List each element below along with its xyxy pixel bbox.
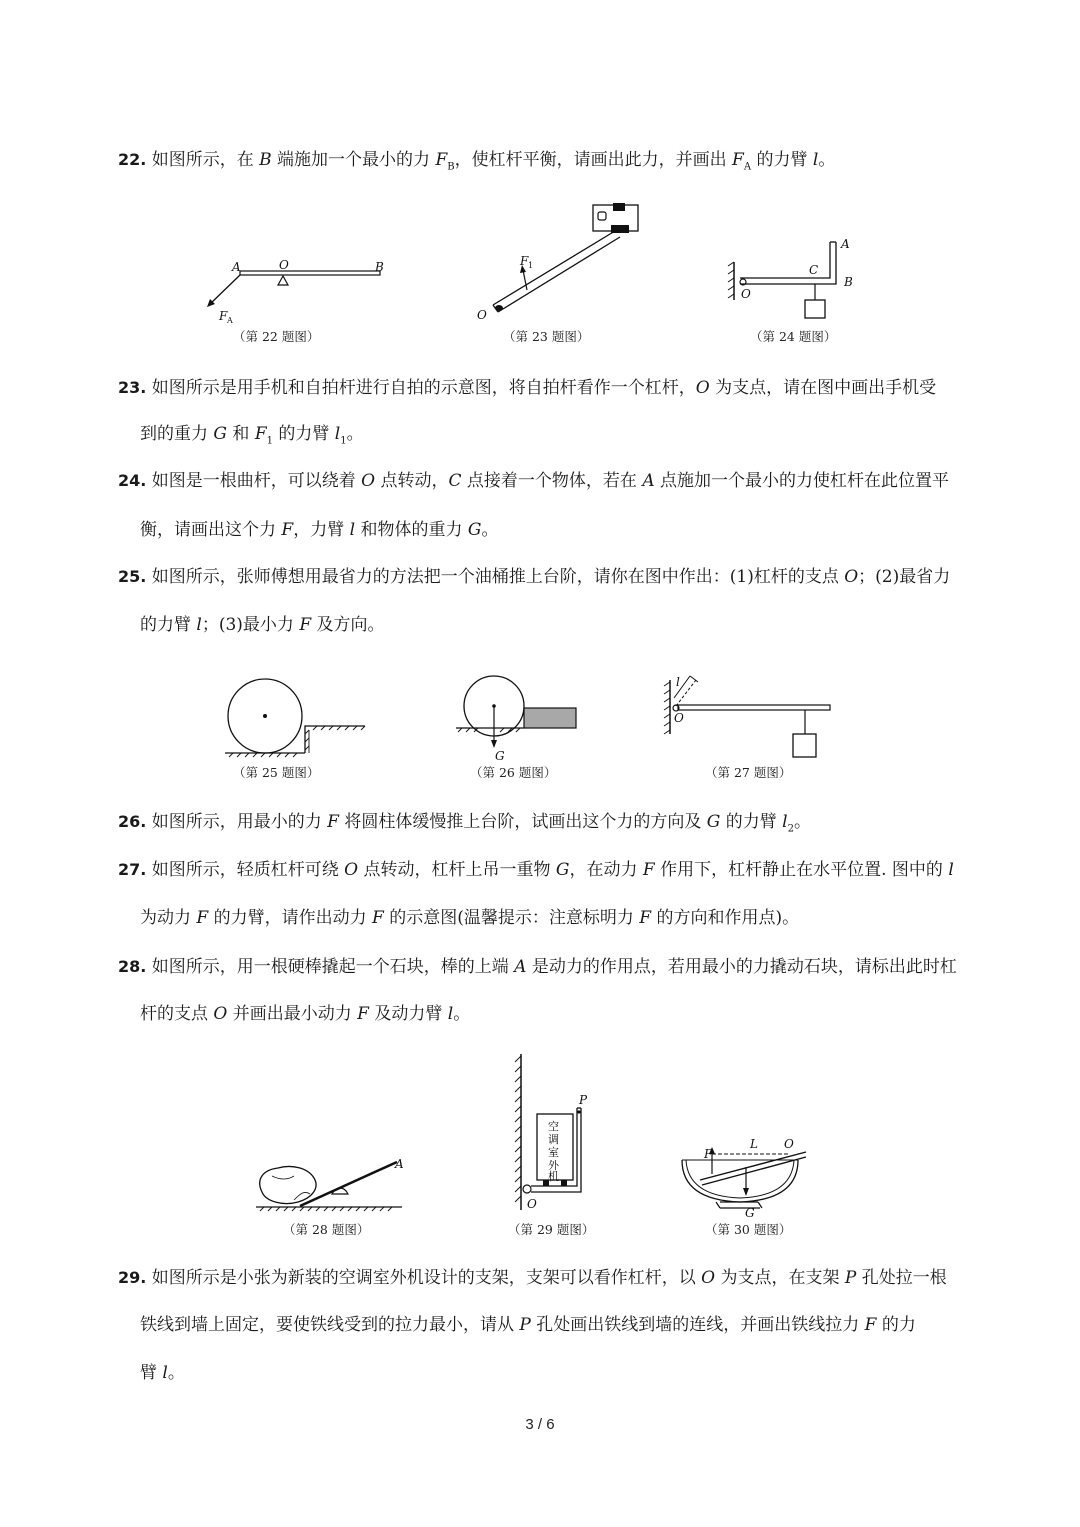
label-g: G <box>495 749 505 763</box>
question-25: 25. 如图所示，张师傅想用最省力的方法把一个油桶推上台阶，请你在图中作出：(1)杠杆的支点 O；(2)最省力 <box>118 567 951 587</box>
question-28: 28. 如图所示，用一根硬棒撬起一个石块，棒的上端 A 是动力的作用点，若用最小的力撬动石块，请标出此时杠 <box>118 957 957 977</box>
question-number: 23. <box>118 378 147 397</box>
label-a: A <box>232 260 241 274</box>
caption-fig23: （第 23 题图） <box>503 329 590 344</box>
ac-label-char: 空 <box>548 1120 559 1133</box>
question-23: 23. 如图所示是用手机和自拍杆进行自拍的示意图，将自拍杆看作一个杠杆，O 为支点，请在图中画出手机受 <box>118 378 937 398</box>
label-f1-sub: 1 <box>528 261 534 270</box>
step <box>305 726 365 753</box>
figure-27-horizontal-lever <box>660 672 840 764</box>
lever-bar <box>240 271 380 275</box>
wall-hatch <box>664 682 670 734</box>
hanging-object <box>805 300 825 318</box>
weight-g <box>793 734 816 757</box>
question-number: 26. <box>118 812 147 831</box>
figure-28-rock-lever <box>252 1150 412 1220</box>
barrel-center <box>263 714 267 718</box>
phone-clamp-top <box>613 203 625 211</box>
label-b: B <box>375 260 384 274</box>
question-26: 26. 如图所示，用最小的力 F 将圆柱体缓慢推上台阶，试画出这个力的方向及 G 的力臂 $l_2$。 <box>118 812 811 835</box>
figure-22-lever <box>195 245 395 330</box>
question-number: 28. <box>118 957 147 976</box>
question-number: 27. <box>118 860 147 879</box>
label-a: A <box>841 237 850 251</box>
question-29-line3: 臂 l。 <box>140 1363 185 1383</box>
label-o: O <box>741 287 751 301</box>
question-number: 22. <box>118 150 147 169</box>
stick-edge <box>498 237 620 312</box>
label-f1: F <box>520 254 529 268</box>
label-o: O <box>527 1197 537 1211</box>
label-p: P <box>579 1093 588 1107</box>
step-block <box>524 708 576 728</box>
hole-p <box>577 1110 580 1113</box>
stick-edge <box>493 231 615 305</box>
arrow-head <box>491 740 497 748</box>
figure-29-ac-bracket <box>505 1050 605 1215</box>
label-c: C <box>809 263 819 277</box>
ground-hatch <box>229 726 365 757</box>
question-28-line2: 杆的支点 O 并画出最小动力 F 及动力臂 l。 <box>140 1004 471 1024</box>
figure-25-barrel-step <box>225 676 370 758</box>
ac-label-char: 室 <box>548 1146 559 1159</box>
wall-hatch <box>515 1056 521 1202</box>
caption-fig28: （第 28 题图） <box>283 1222 370 1237</box>
arrow-head <box>743 1188 749 1196</box>
ac-label-char: 调 <box>548 1133 559 1146</box>
label-g: G <box>745 1206 755 1220</box>
stick <box>702 1157 806 1185</box>
rod <box>300 1162 397 1206</box>
label-o: O <box>279 258 289 272</box>
question-27-line2: 为动力 F 的力臂，请作出动力 F 的示意图(温馨提示：注意标明力 F 的方向和作用点)。 <box>140 908 800 928</box>
caption-fig24: （第 24 题图） <box>750 329 837 344</box>
page-number: 3 / 6 <box>525 1416 555 1433</box>
question-29: 29. 如图所示是小张为新装的空调室外机设计的支架，支架可以看作杠杆，以 O 为支点，在支架 P 孔处拉一根 <box>118 1268 947 1288</box>
caption-fig25: （第 25 题图） <box>233 765 320 780</box>
label-fa-sub: A <box>227 316 233 325</box>
stick-handle-end <box>495 305 503 311</box>
pivot-o <box>523 1185 531 1193</box>
figure-24-bent-lever <box>720 232 870 327</box>
label-b: B <box>844 275 853 289</box>
ac-label-char: 外 <box>548 1159 559 1172</box>
question-24-line2: 衡，请画出这个力 F，力臂 l 和物体的重力 G。 <box>140 520 499 540</box>
caption-fig27: （第 27 题图） <box>705 765 792 780</box>
caption-fig22: （第 22 题图） <box>233 329 320 344</box>
question-29-line2: 铁线到墙上固定，要使铁线受到的拉力最小，请从 P 孔处画出铁线到墙的连线，并画出铁线拉力 F 的力 <box>140 1315 916 1335</box>
label-l: L <box>750 1137 758 1151</box>
ac-label-char: 机 <box>548 1170 559 1183</box>
caption-fig29: （第 29 题图） <box>508 1222 595 1237</box>
figure-26-cylinder-step <box>452 672 582 762</box>
label-o: O <box>784 1137 794 1151</box>
question-number: 29. <box>118 1268 147 1287</box>
label-a: A <box>395 1157 404 1171</box>
label-o: O <box>477 308 487 322</box>
force-fa-arrow <box>209 275 240 305</box>
ac-foot <box>561 1180 567 1186</box>
bowl-outer <box>682 1160 798 1202</box>
figure-30-bowl-stick <box>672 1130 812 1218</box>
question-number: 24. <box>118 471 147 490</box>
caption-fig26: （第 26 题图） <box>470 765 557 780</box>
lever-bar <box>678 705 830 710</box>
rock <box>260 1166 316 1203</box>
fulcrum-triangle <box>278 276 288 285</box>
caption-fig30: （第 30 题图） <box>705 1222 792 1237</box>
question-24: 24. 如图是一根曲杆，可以绕着 O 点转动，C 点接着一个物体，若在 A 点施加一个最小的力使杠杆在此位置平 <box>118 471 950 491</box>
figure-23-selfie-stick <box>465 195 655 330</box>
question-25-line2: 的力臂 l；(3)最小力 F 及方向。 <box>140 615 385 635</box>
camera-lens <box>598 212 606 220</box>
label-fa: F <box>219 309 228 323</box>
label-o: O <box>674 711 684 725</box>
label-f: F <box>704 1147 713 1161</box>
question-number: 25. <box>118 567 147 586</box>
question-23-line2: 到的重力 G 和 $F_1$ 的力臂 $l_1$。 <box>140 424 364 447</box>
label-l: l <box>676 675 680 689</box>
question-22: 22. 如图所示，在 B 端施加一个最小的力 $F_B$，使杠杆平衡，请画出此力，并画出 $F_A$ 的力臂 l。 <box>118 150 836 173</box>
question-27: 27. 如图所示，轻质杠杆可绕 O 点转动，杠杆上吊一重物 G，在动力 F 作用下，杠杆静止在水平位置. 图中的 l <box>118 860 954 880</box>
